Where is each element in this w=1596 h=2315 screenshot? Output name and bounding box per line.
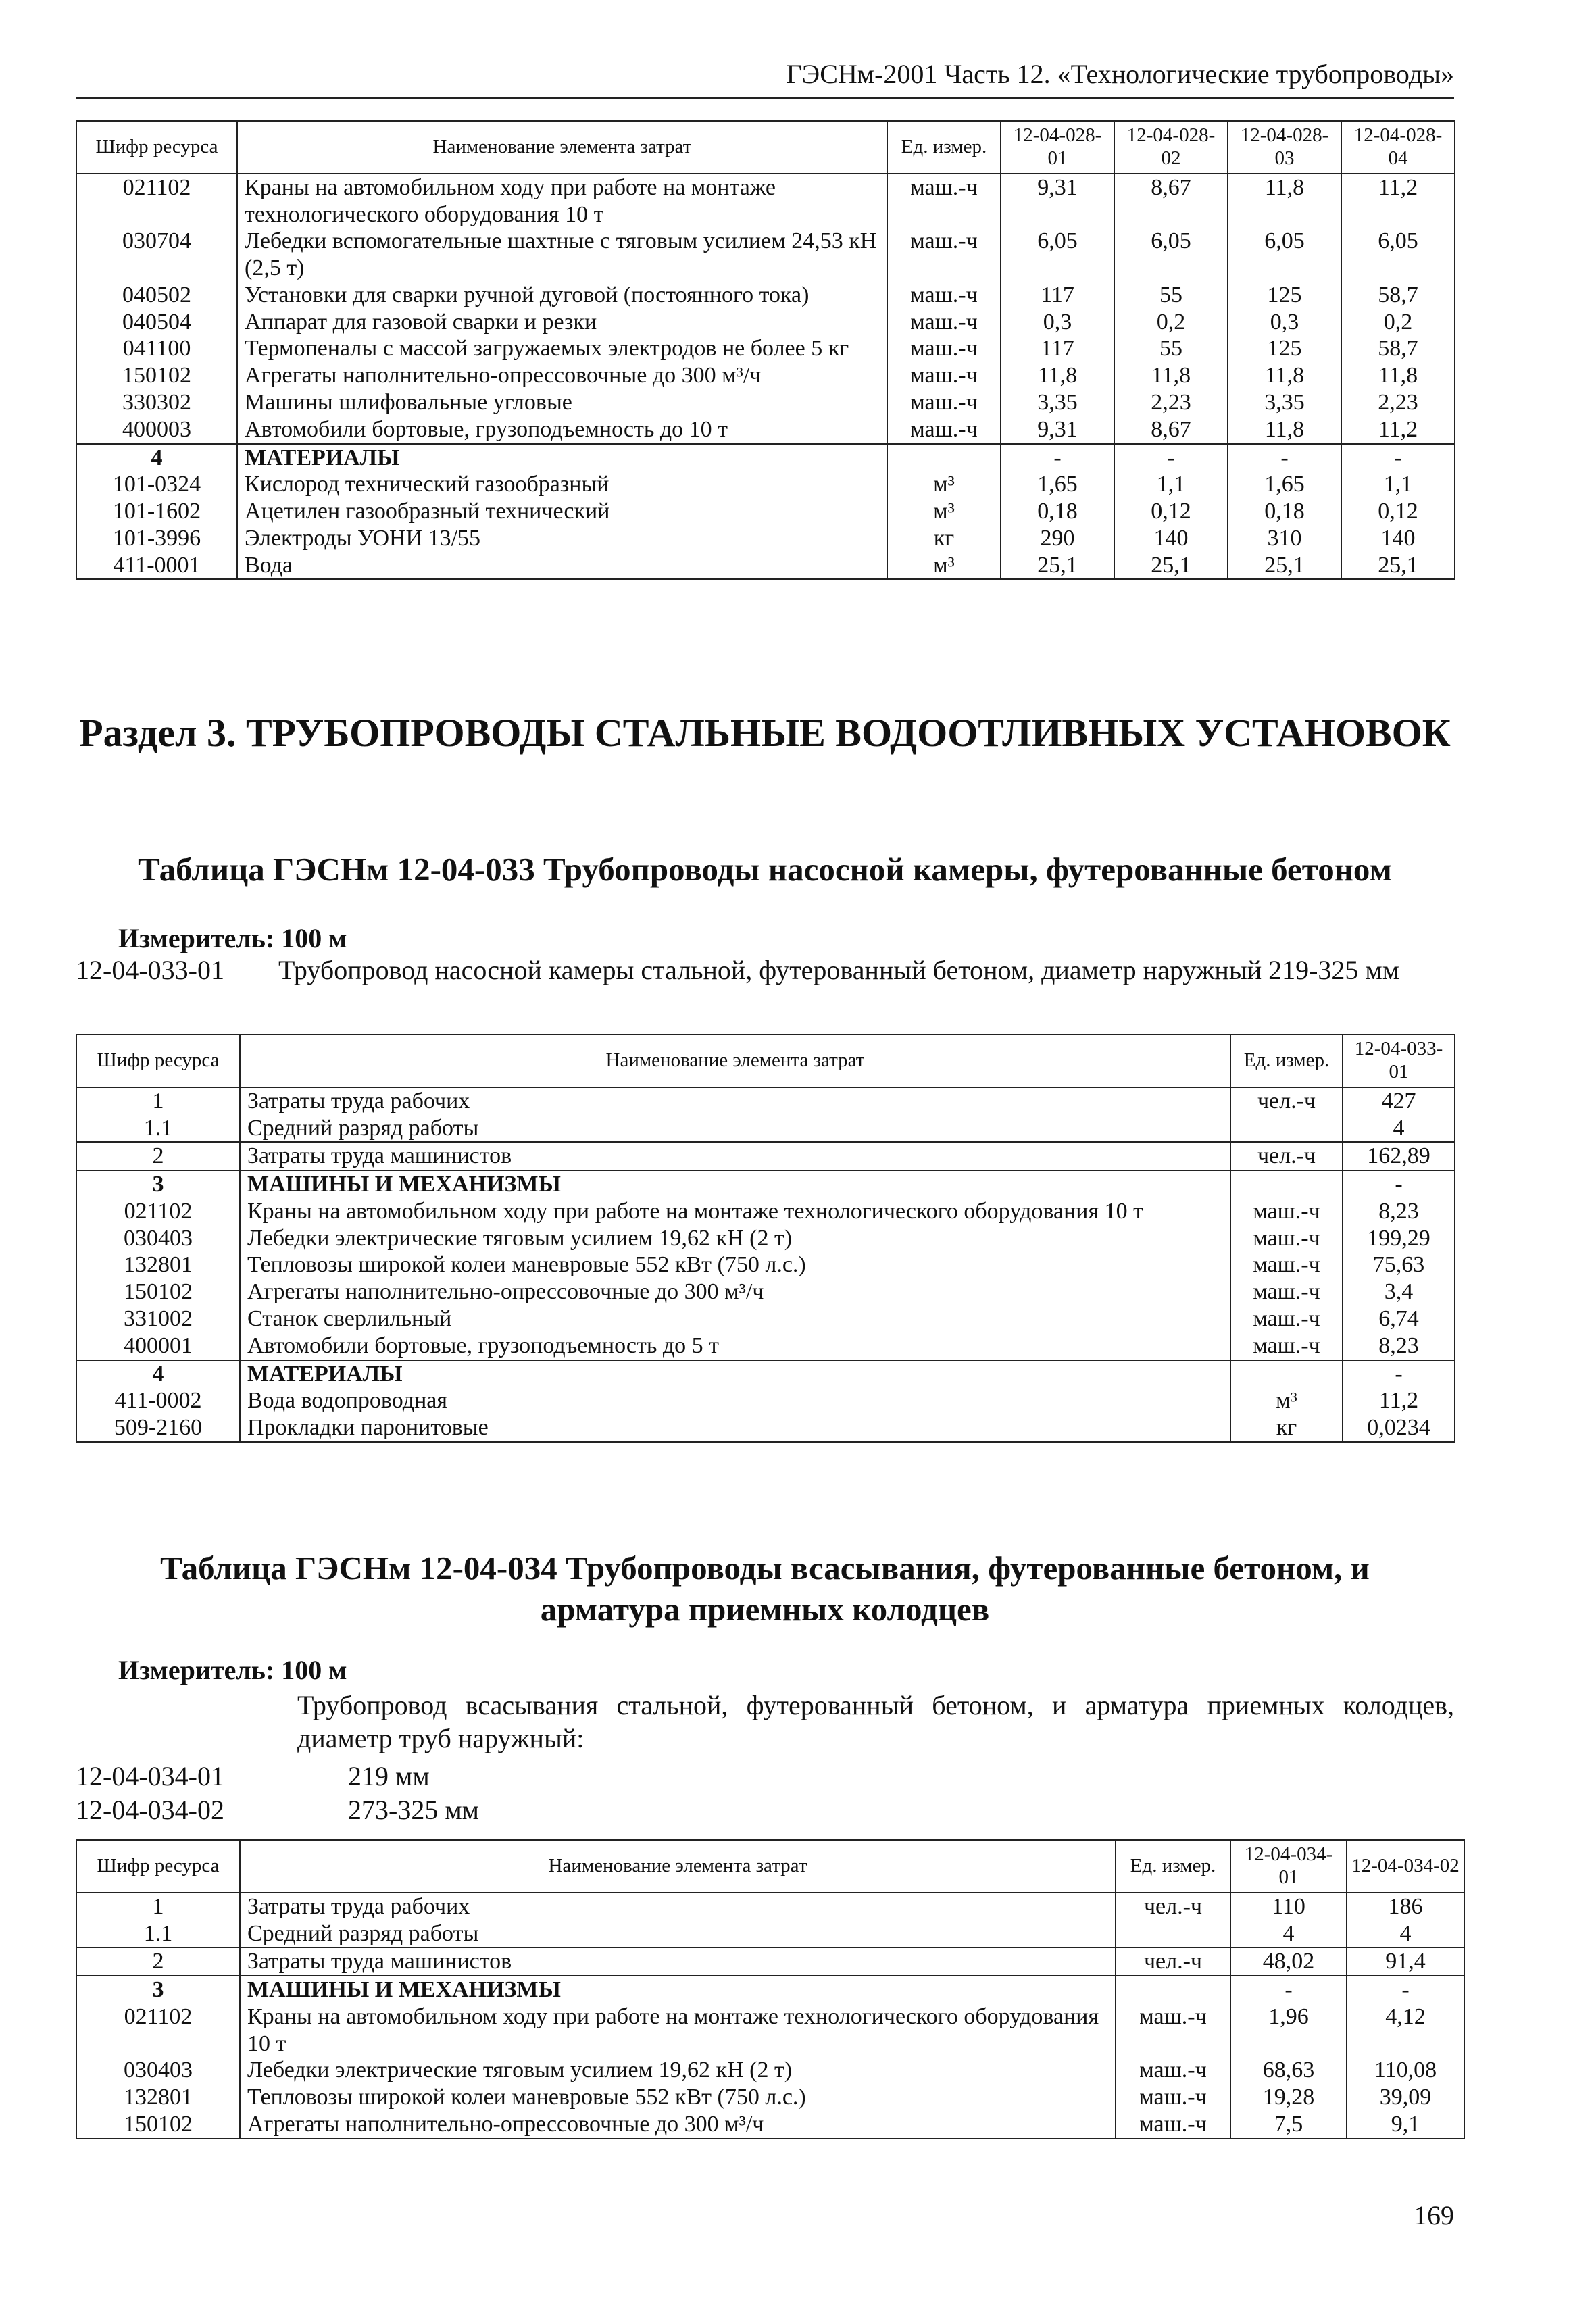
- cell-v4: 11,2: [1341, 416, 1455, 444]
- cell-v2: 1,1: [1114, 471, 1228, 498]
- cell-unit: [1230, 1115, 1343, 1143]
- cell-name: Машины шлифовальные угловые: [237, 389, 887, 416]
- cell-v3: 11,8: [1228, 416, 1341, 444]
- cell-unit: чел.-ч: [1230, 1087, 1343, 1115]
- cell-code: 030403: [76, 1225, 240, 1252]
- cell-v1: 1,96: [1230, 2003, 1347, 2058]
- table-title-034: Таблица ГЭСНм 12-04-034 Трубопроводы всасывания, футерованные бетоном, и арматура приемных колодцев: [160, 1549, 1370, 1628]
- cell-unit: маш.-ч: [1116, 2111, 1230, 2139]
- col-header-034-02: 12-04-034-02: [1347, 1840, 1464, 1893]
- cell-name: Агрегаты наполнительно-опрессовочные до 300 м³/ч: [240, 1278, 1230, 1305]
- cell-v2: 39,09: [1347, 2084, 1464, 2111]
- section-title: Раздел 3. ТРУБОПРОВОДЫ СТАЛЬНЫЕ ВОДООТЛИВНЫХ УСТАНОВОК: [79, 711, 1451, 755]
- cell-code: 509-2160: [76, 1414, 240, 1442]
- cell-unit: [1116, 1976, 1230, 2003]
- cell-name: МАТЕРИАЛЫ: [240, 1360, 1230, 1388]
- table-row: [76, 1251, 1455, 1278]
- cell-v2: -: [1347, 1976, 1464, 2003]
- cell-name: МАШИНЫ И МЕХАНИЗМЫ: [240, 1976, 1116, 2003]
- cell-code: 021102: [76, 2003, 240, 2058]
- table-row: [76, 1920, 1464, 1948]
- cell-name: Лебедки электрические тяговым усилием 19,62 кН (2 т): [240, 1225, 1230, 1252]
- cell-code: 021102: [76, 1198, 240, 1225]
- cell-code: 1.1: [76, 1920, 240, 1948]
- table-row: [76, 2084, 1464, 2111]
- cell-unit: маш.-ч: [1230, 1225, 1343, 1252]
- cell-name: Лебедки электрические тяговым усилием 19,62 кН (2 т): [240, 2057, 1116, 2084]
- resource-table-034: [76, 1839, 1465, 2139]
- cell-v1: 4: [1230, 1920, 1347, 1948]
- cell-name: Вода: [237, 552, 887, 580]
- cell-v2: 4,12: [1347, 2003, 1464, 2058]
- cell-name: Лебедки вспомогательные шахтные с тяговым усилием 24,53 кН (2,5 т): [237, 228, 887, 282]
- cell-v1: 9,31: [1001, 174, 1114, 228]
- cell-v4: 25,1: [1341, 552, 1455, 580]
- cell-v2: 9,1: [1347, 2111, 1464, 2139]
- cell-name: Электроды УОНИ 13/55: [237, 525, 887, 552]
- cell-code: 040502: [76, 282, 237, 309]
- cell-code: 150102: [76, 362, 237, 389]
- cell-name: МАТЕРИАЛЫ: [237, 444, 887, 472]
- cell-name: МАШИНЫ И МЕХАНИЗМЫ: [240, 1170, 1230, 1198]
- cell-v4: 58,7: [1341, 282, 1455, 309]
- cell-v3: 0,18: [1228, 498, 1341, 525]
- cell-v1: -: [1001, 444, 1114, 472]
- cell-unit: [1116, 1920, 1230, 1948]
- cell-code: 101-0324: [76, 471, 237, 498]
- cell-v2: 55: [1114, 335, 1228, 362]
- cell-v4: 11,8: [1341, 362, 1455, 389]
- table-row: [76, 1387, 1455, 1414]
- cell-unit: маш.-ч: [1230, 1305, 1343, 1333]
- cell-code: 132801: [76, 1251, 240, 1278]
- cell-unit: м³: [1230, 1387, 1343, 1414]
- cell-v1: 117: [1001, 282, 1114, 309]
- cell-code: 3: [76, 1170, 240, 1198]
- table-row: [76, 1278, 1455, 1305]
- item-code-033-01: 12-04-033-01: [76, 955, 224, 985]
- cell-v1: 0,18: [1001, 498, 1114, 525]
- table-row: [76, 552, 1455, 580]
- cell-code: 101-1602: [76, 498, 237, 525]
- col-header-028-01: 12-04-028-01: [1001, 121, 1114, 174]
- cell-name: Средний разряд работы: [240, 1115, 1230, 1143]
- cell-v3: 11,8: [1228, 174, 1341, 228]
- cell-v1: 4: [1343, 1115, 1455, 1143]
- cell-v3: 25,1: [1228, 552, 1341, 580]
- cell-unit: м³: [887, 498, 1001, 525]
- table-row: [76, 1087, 1455, 1115]
- cell-v1: 6,74: [1343, 1305, 1455, 1333]
- cell-unit: маш.-ч: [1116, 2003, 1230, 2058]
- cell-name: Ацетилен газообразный технический: [237, 498, 887, 525]
- cell-v1: 3,4: [1343, 1278, 1455, 1305]
- cell-v1: 199,29: [1343, 1225, 1455, 1252]
- table-row: [76, 1414, 1455, 1442]
- cell-name: Агрегаты наполнительно-опрессовочные до 300 м³/ч: [240, 2111, 1116, 2139]
- cell-code: 040504: [76, 309, 237, 336]
- cell-v3: 125: [1228, 335, 1341, 362]
- table-row: [76, 228, 1455, 282]
- cell-v2: 55: [1114, 282, 1228, 309]
- cell-v1: 75,63: [1343, 1251, 1455, 1278]
- cell-v1: 117: [1001, 335, 1114, 362]
- col-header-unit: Ед. измер.: [1230, 1035, 1343, 1087]
- cell-v1: 9,31: [1001, 416, 1114, 444]
- cell-name: Станок сверлильный: [240, 1305, 1230, 1333]
- col-header-code: Шифр ресурса: [76, 1035, 240, 1087]
- col-header-name: Наименование элемента затрат: [237, 121, 887, 174]
- item-code-034-01: 12-04-034-01: [76, 1761, 224, 1791]
- cell-v2: 11,8: [1114, 362, 1228, 389]
- col-header-028-03: 12-04-028-03: [1228, 121, 1341, 174]
- cell-v4: 2,23: [1341, 389, 1455, 416]
- cell-code: 3: [76, 1976, 240, 2003]
- cell-code: 330302: [76, 389, 237, 416]
- cell-code: 150102: [76, 1278, 240, 1305]
- cell-unit: [887, 444, 1001, 472]
- cell-v3: 6,05: [1228, 228, 1341, 282]
- cell-code: 1.1: [76, 1115, 240, 1143]
- cell-v1: 48,02: [1230, 1947, 1347, 1976]
- meter-034: Измеритель: 100 м: [118, 1655, 347, 1685]
- cell-v3: -: [1228, 444, 1341, 472]
- cell-name: Краны на автомобильном ходу при работе на монтаже технологического оборудования 10 т: [237, 174, 887, 228]
- cell-v3: 11,8: [1228, 362, 1341, 389]
- cell-unit: чел.-ч: [1116, 1947, 1230, 1976]
- item-value-034-02: 273-325 мм: [348, 1795, 479, 1825]
- cell-v4: 6,05: [1341, 228, 1455, 282]
- cell-name: Краны на автомобильном ходу при работе на монтаже технологического оборудования 10 т: [240, 2003, 1116, 2058]
- cell-name: Агрегаты наполнительно-опрессовочные до 300 м³/ч: [237, 362, 887, 389]
- cell-v2: 8,67: [1114, 174, 1228, 228]
- cell-v1: -: [1230, 1976, 1347, 2003]
- cell-v1: 0,3: [1001, 309, 1114, 336]
- cell-v1: 8,23: [1343, 1198, 1455, 1225]
- cell-v2: 91,4: [1347, 1947, 1464, 1976]
- item-desc-033-01: Трубопровод насосной камеры стальной, футерованный бетоном, диаметр наружный 219-325 мм: [278, 955, 1400, 985]
- cell-v1: 6,05: [1001, 228, 1114, 282]
- cell-name: Затраты труда машинистов: [240, 1947, 1116, 1976]
- cell-v1: 427: [1343, 1087, 1455, 1115]
- cell-unit: маш.-ч: [887, 335, 1001, 362]
- col-header-033-01: 12-04-033-01: [1343, 1035, 1455, 1087]
- cell-v3: 1,65: [1228, 471, 1341, 498]
- resource-table-033: [76, 1034, 1455, 1443]
- cell-name: Автомобили бортовые, грузоподъемность до 5 т: [240, 1333, 1230, 1360]
- cell-v1: 11,2: [1343, 1387, 1455, 1414]
- table-row: [76, 1115, 1455, 1143]
- cell-unit: маш.-ч: [887, 174, 1001, 228]
- table-row: [76, 444, 1455, 472]
- cell-unit: м³: [887, 552, 1001, 580]
- cell-v1: 25,1: [1001, 552, 1114, 580]
- resource-table-028: [76, 120, 1455, 580]
- cell-name: Затраты труда машинистов: [240, 1142, 1230, 1170]
- table-row: [76, 1333, 1455, 1360]
- cell-v2: 4: [1347, 1920, 1464, 1948]
- cell-v2: 140: [1114, 525, 1228, 552]
- table-row: [76, 2003, 1464, 2058]
- cell-v4: 0,12: [1341, 498, 1455, 525]
- cell-unit: маш.-ч: [1230, 1333, 1343, 1360]
- cell-unit: маш.-ч: [1230, 1251, 1343, 1278]
- table-title-033: Таблица ГЭСНм 12-04-033 Трубопроводы насосной камеры, футерованные бетоном: [138, 851, 1392, 888]
- table-row: [76, 174, 1455, 228]
- cell-v2: -: [1114, 444, 1228, 472]
- cell-v1: 162,89: [1343, 1142, 1455, 1170]
- cell-name: Автомобили бортовые, грузоподъемность до 10 т: [237, 416, 887, 444]
- cell-unit: маш.-ч: [1230, 1198, 1343, 1225]
- cell-v2: 25,1: [1114, 552, 1228, 580]
- table-row: [76, 2111, 1464, 2139]
- cell-v4: 0,2: [1341, 309, 1455, 336]
- cell-code: 411-0002: [76, 1387, 240, 1414]
- cell-name: Кислород технический газообразный: [237, 471, 887, 498]
- col-header-unit: Ед. измер.: [887, 121, 1001, 174]
- cell-unit: [1230, 1170, 1343, 1198]
- col-header-unit: Ед. измер.: [1116, 1840, 1230, 1893]
- cell-v1: 3,35: [1001, 389, 1114, 416]
- meter-033: Измеритель: 100 м: [118, 923, 347, 953]
- cell-unit: маш.-ч: [887, 416, 1001, 444]
- cell-v3: 3,35: [1228, 389, 1341, 416]
- cell-code: 132801: [76, 2084, 240, 2111]
- cell-unit: кг: [887, 525, 1001, 552]
- table-row: [76, 362, 1455, 389]
- cell-unit: [1230, 1360, 1343, 1388]
- cell-name: Тепловозы широкой колеи маневровые 552 кВт (750 л.с.): [240, 2084, 1116, 2111]
- cell-v2: 6,05: [1114, 228, 1228, 282]
- cell-name: Затраты труда рабочих: [240, 1087, 1230, 1115]
- cell-unit: маш.-ч: [1116, 2057, 1230, 2084]
- cell-unit: маш.-ч: [1230, 1278, 1343, 1305]
- table-row: [76, 1225, 1455, 1252]
- cell-code: 1: [76, 1087, 240, 1115]
- cell-unit: маш.-ч: [887, 309, 1001, 336]
- cell-name: Термопеналы с массой загружаемых электродов не более 5 кг: [237, 335, 887, 362]
- item-code-034-02: 12-04-034-02: [76, 1795, 224, 1825]
- cell-v1: 19,28: [1230, 2084, 1347, 2111]
- cell-name: Вода водопроводная: [240, 1387, 1230, 1414]
- table-row: [76, 1170, 1455, 1198]
- table-row: [76, 471, 1455, 498]
- cell-unit: чел.-ч: [1230, 1142, 1343, 1170]
- col-header-name: Наименование элемента затрат: [240, 1035, 1230, 1087]
- cell-v2: 2,23: [1114, 389, 1228, 416]
- cell-name: Средний разряд работы: [240, 1920, 1116, 1948]
- cell-name: Тепловозы широкой колеи маневровые 552 кВт (750 л.с.): [240, 1251, 1230, 1278]
- table-row: [76, 1893, 1464, 1920]
- col-header-name: Наименование элемента затрат: [240, 1840, 1116, 1893]
- table-row: [76, 525, 1455, 552]
- table-row: [76, 2057, 1464, 2084]
- cell-v2: 0,2: [1114, 309, 1228, 336]
- cell-v3: 0,3: [1228, 309, 1341, 336]
- cell-code: 021102: [76, 174, 237, 228]
- item-value-034-01: 219 мм: [348, 1761, 430, 1791]
- cell-unit: маш.-ч: [887, 362, 1001, 389]
- col-header-034-01: 12-04-034-01: [1230, 1840, 1347, 1893]
- table-row: [76, 498, 1455, 525]
- table-row: [76, 1305, 1455, 1333]
- cell-v1: 7,5: [1230, 2111, 1347, 2139]
- cell-v2: 186: [1347, 1893, 1464, 1920]
- cell-v2: 8,67: [1114, 416, 1228, 444]
- cell-code: 331002: [76, 1305, 240, 1333]
- cell-v4: 11,2: [1341, 174, 1455, 228]
- cell-v1: 290: [1001, 525, 1114, 552]
- cell-v1: -: [1343, 1360, 1455, 1388]
- cell-code: 400003: [76, 416, 237, 444]
- cell-code: 400001: [76, 1333, 240, 1360]
- cell-name: Краны на автомобильном ходу при работе на монтаже технологического оборудования 10 т: [240, 1198, 1230, 1225]
- cell-unit: кг: [1230, 1414, 1343, 1442]
- cell-unit: маш.-ч: [1116, 2084, 1230, 2111]
- cell-v2: 0,12: [1114, 498, 1228, 525]
- cell-v1: 0,0234: [1343, 1414, 1455, 1442]
- cell-v4: 1,1: [1341, 471, 1455, 498]
- cell-v1: 1,65: [1001, 471, 1114, 498]
- table-row: [76, 1142, 1455, 1170]
- cell-unit: чел.-ч: [1116, 1893, 1230, 1920]
- cell-name: Установки для сварки ручной дуговой (постоянного тока): [237, 282, 887, 309]
- cell-v4: -: [1341, 444, 1455, 472]
- cell-v2: 110,08: [1347, 2057, 1464, 2084]
- cell-v4: 58,7: [1341, 335, 1455, 362]
- cell-v4: 140: [1341, 525, 1455, 552]
- cell-code: 041100: [76, 335, 237, 362]
- cell-unit: маш.-ч: [887, 228, 1001, 282]
- cell-code: 150102: [76, 2111, 240, 2139]
- col-header-028-02: 12-04-028-02: [1114, 121, 1228, 174]
- cell-name: Аппарат для газовой сварки и резки: [237, 309, 887, 336]
- cell-v3: 125: [1228, 282, 1341, 309]
- col-header-code: Шифр ресурса: [76, 1840, 240, 1893]
- cell-v1: 11,8: [1001, 362, 1114, 389]
- cell-code: 2: [76, 1142, 240, 1170]
- page-number: 169: [1414, 2200, 1454, 2231]
- cell-v1: 8,23: [1343, 1333, 1455, 1360]
- table-row: [76, 1976, 1464, 2003]
- cell-code: 4: [76, 444, 237, 472]
- col-header-028-04: 12-04-028-04: [1341, 121, 1455, 174]
- cell-unit: маш.-ч: [887, 389, 1001, 416]
- item-desc-034: Трубопровод всасывания стальной, футерованный бетоном, и арматура приемных колодцев, диаметр труб наружный:: [297, 1690, 1454, 1753]
- cell-code: 1: [76, 1893, 240, 1920]
- table-row: [76, 1947, 1464, 1976]
- table-row: [76, 389, 1455, 416]
- running-header: ГЭСНм-2001 Часть 12. «Технологические трубопроводы»: [76, 58, 1454, 99]
- cell-name: Затраты труда рабочих: [240, 1893, 1116, 1920]
- cell-code: 4: [76, 1360, 240, 1388]
- cell-v1: -: [1343, 1170, 1455, 1198]
- cell-v1: 68,63: [1230, 2057, 1347, 2084]
- cell-code: 2: [76, 1947, 240, 1976]
- cell-code: 030403: [76, 2057, 240, 2084]
- cell-code: 411-0001: [76, 552, 237, 580]
- cell-v3: 310: [1228, 525, 1341, 552]
- table-row: [76, 416, 1455, 444]
- cell-unit: маш.-ч: [887, 282, 1001, 309]
- cell-code: 030704: [76, 228, 237, 282]
- table-row: [76, 335, 1455, 362]
- table-row: [76, 1198, 1455, 1225]
- table-row: [76, 1360, 1455, 1388]
- col-header-code: Шифр ресурса: [76, 121, 237, 174]
- cell-code: 101-3996: [76, 525, 237, 552]
- table-row: [76, 282, 1455, 309]
- cell-name: Прокладки паронитовые: [240, 1414, 1230, 1442]
- table-row: [76, 309, 1455, 336]
- cell-v1: 110: [1230, 1893, 1347, 1920]
- cell-unit: м³: [887, 471, 1001, 498]
